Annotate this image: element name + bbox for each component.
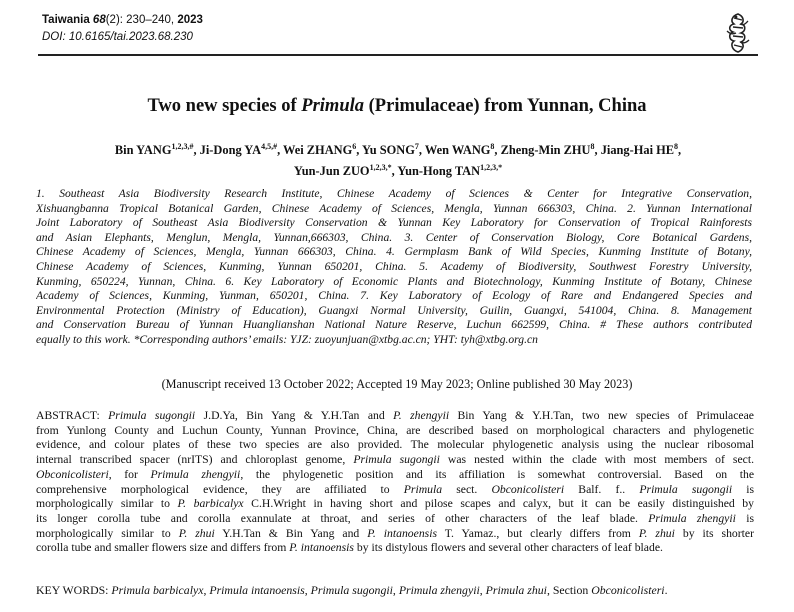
journal-issue-pages: (2): 230–240, <box>105 14 175 26</box>
author-affiliation-marks: 6 <box>352 142 357 151</box>
author-separator: , <box>356 143 362 158</box>
text-run: by its distylous flowers and several other characters of leaf blade. <box>353 541 663 555</box>
italic-taxon-name: Primula sugongii <box>639 482 733 496</box>
author-separator: , <box>494 143 501 158</box>
italic-taxon-name: Primula zhengyii <box>398 583 480 597</box>
author-separator: , <box>391 164 398 179</box>
italic-taxon-name: Primula zhui <box>485 583 547 597</box>
author-name: Yun-Jun ZUO <box>293 164 370 179</box>
italic-taxon-name: Primula sugongii <box>353 453 440 467</box>
author-name: Wen WANG <box>424 143 491 158</box>
author-affiliation-marks: 8 <box>674 142 679 151</box>
text-run: by its shorter <box>674 526 754 540</box>
text-run: corolla tube and smaller flowers size and differs from <box>36 541 290 555</box>
article-title <box>0 96 794 117</box>
text-run: sect. <box>442 482 492 496</box>
header-rule <box>38 54 758 56</box>
affiliation-line: Academy of Sciences, Kunming, Yunman, 650201, China. 7. Key Laboratory of Ecology of Rare and Endangered Species and <box>36 289 752 303</box>
text-run: is <box>735 511 754 525</box>
text-run: was nested within the clade with most members of sect. <box>439 453 754 467</box>
italic-taxon-name: P. zhengyii <box>393 409 450 422</box>
text-run: . <box>664 583 668 597</box>
author-separator: , <box>594 143 601 158</box>
author-affiliation-marks: 8 <box>590 142 595 151</box>
author-name: Ji-Dong YA <box>199 143 262 158</box>
journal-name: Taiwania <box>42 14 90 26</box>
italic-taxon-name: P. zhui <box>638 526 675 540</box>
italic-taxon-name: Primula barbicalyx <box>111 583 204 597</box>
affiliations <box>36 187 752 348</box>
text-run: internal transcribed spacer (nrITS) and chloroplast genome, <box>36 453 354 467</box>
author-affiliation-marks: 1,2,3,* <box>369 163 392 173</box>
italic-taxon-name: Obconicolisteri <box>591 583 665 597</box>
text-run: , <box>304 583 311 597</box>
abstract-line <box>36 541 754 556</box>
author-name: Jiang-Hai HE <box>600 143 675 158</box>
affiliation-line: equally to this work. *Corresponding authors’ emails: YJZ: zuoyunjuan@xtbg.ac.cn; YHT: tyh@xtbg.org.cn <box>36 332 538 346</box>
text-run: is <box>732 482 754 496</box>
italic-taxon-name: P. intanoensis <box>289 541 354 555</box>
abstract-line <box>36 409 754 424</box>
italic-taxon-name: Obconicolisteri <box>491 482 565 496</box>
text-run: evidence, and colour plates of these two species are also provided. The molecular phylogenetic analysis using the nuclear ribosomal <box>36 438 754 452</box>
author-name: Bin YANG <box>114 143 172 158</box>
affiliation-line: and Asian Elephants, Menglun, Mengla, Yunnan,666303, China. 3. Center of Conservation Biology, Core Botanical Gardens, <box>36 230 752 244</box>
author-separator: , <box>193 143 200 158</box>
affiliation-line: and Conservation Bureau of Yunnan Huanglianshan National Nature Reserve, Luchun 662599, China. # These authors contributed <box>36 318 752 332</box>
abstract-line <box>36 512 754 527</box>
italic-taxon-name: Primula sugongii <box>310 583 393 597</box>
abstract-line <box>36 497 754 512</box>
italic-taxon-name: Primula zhengyii <box>150 467 241 481</box>
text-run: Y.H.Tan & Bin Yang and <box>214 526 368 540</box>
italic-taxon-name: P. barbicalyx <box>177 497 244 511</box>
title-text-end: (Primulaceae) from Yunnan, China <box>364 96 647 116</box>
title-text-start: Two new species of <box>147 96 302 116</box>
italic-taxon-name: Primula <box>403 482 443 496</box>
abstract-line <box>36 527 754 542</box>
affiliation-line: 1. Southeast Asia Biodiversity Research Institute, Chinese Academy of Sciences & Center for Integrative Conservation, <box>36 187 752 200</box>
affiliation-line: Chinese Academy of Sciences, Mengla, Yunnan 666303, China. 4. Germplasm Bank of Wild Species, Kunming Institute of Botany, <box>36 245 752 259</box>
text-run: Bin Yang & Y.H.Tan, two new species of Primulaceae <box>449 409 754 422</box>
manuscript-dates: (Manuscript received 13 October 2022; Accepted 19 May 2023; Online published 30 May 2023) <box>161 377 633 391</box>
journal-header <box>38 12 758 58</box>
author-affiliation-marks: 8 <box>490 142 495 151</box>
doi-link[interactable]: DOI: 10.6165/tai.2023.68.230 <box>42 31 193 43</box>
author-affiliation-marks: 1,2,3,# <box>171 142 194 151</box>
text-run: morphologically similar to <box>36 526 179 540</box>
text-run: from Yunlong County and Luchun County, Yunnan Province, China, are described based on morphological characters and phylogenetic <box>36 423 754 437</box>
affiliation-line: Joint Laboratory of Southeast Asia Biodiversity Conservation & Yunnan Key Laboratory for Conservation of Tropical Rainforests <box>36 216 752 230</box>
abstract <box>36 409 754 556</box>
text-run: T. Yamaz., but clearly differs from <box>437 526 639 540</box>
text-run: J.D.Ya, Bin Yang & Y.H.Tan and <box>195 409 394 422</box>
author-name: Zheng-Min ZHU <box>500 143 591 158</box>
abstract-line <box>36 424 754 439</box>
text-run: KEY WORDS: <box>36 583 112 597</box>
text-run: , <box>392 583 399 597</box>
author-name: Wei ZHANG <box>283 143 353 158</box>
text-run: its longer corolla tube and corolla exannulate at throat, and series of other characters of the leaf blade. <box>36 511 649 525</box>
text-run: Balf. f.. <box>564 482 640 496</box>
journal-citation <box>42 14 203 26</box>
text-run: ABSTRACT: <box>36 409 109 422</box>
title-genus: Primula <box>301 96 365 116</box>
author-affiliation-marks: 7 <box>414 142 419 151</box>
author-name: Yu SONG <box>361 143 415 158</box>
keywords <box>36 583 754 598</box>
affiliation-line: Chinese Academy of Sciences, Kunming, Yunnan 650201, China. 5. Academy of Biodiversity, Southwest Forestry University, <box>36 259 752 273</box>
text-run: comprehensive morphological evidence, they are affiliated to <box>36 482 404 496</box>
author-list <box>48 138 748 180</box>
abstract-line <box>36 468 754 483</box>
author-name: Yun-Hong TAN <box>397 164 481 179</box>
text-run: , the phylogenetic position and its affiliation is somewhat controversial. Based on the <box>240 467 754 481</box>
text-run: C.H.Wright in having short and pilose scapes and calyx, but it can be easily distinguished by <box>243 497 754 511</box>
italic-taxon-name: Primula zhengyii <box>648 511 736 525</box>
abstract-line <box>36 483 754 498</box>
text-run: , <box>203 583 210 597</box>
journal-volume: 68 <box>92 14 106 26</box>
italic-taxon-name: Primula intanoensis <box>209 583 305 597</box>
author-separator: , <box>678 143 682 158</box>
italic-taxon-name: P. intanoensis <box>367 526 438 540</box>
affiliation-line: Environmental Protection (Ministry of Education), Guangxi Normal University, Guilin, Guangxi, 541004, China. 8. Management <box>36 303 752 317</box>
author-separator: , <box>418 143 425 158</box>
author-affiliation-marks: 4,5,# <box>261 142 278 151</box>
text-run: , Section <box>546 583 592 597</box>
journal-year: 2023 <box>177 14 203 26</box>
italic-taxon-name: Primula sugongii <box>108 409 196 422</box>
abstract-line <box>36 438 754 453</box>
taiwania-dragon-logo-icon <box>724 12 752 54</box>
abstract-line <box>36 453 754 468</box>
italic-taxon-name: Obconicolisteri <box>36 467 109 481</box>
author-affiliation-marks: 1,2,3,* <box>480 163 503 173</box>
text-run: , <box>479 583 486 597</box>
italic-taxon-name: P. zhui <box>178 526 215 540</box>
text-run: , for <box>108 467 151 481</box>
affiliation-line: Xishuangbanna Tropical Botanical Garden, Chinese Academy of Sciences, Mengla, Yunnan 666303, China. 2. Yunnan International <box>36 201 752 215</box>
text-run: morphologically similar to <box>36 497 178 511</box>
author-separator: , <box>277 143 284 158</box>
affiliation-line: Kunming, 650224, Yunnan, China. 6. Key Laboratory of Economic Plants and Biotechnology, Kunming Institute of Botany, Chinese <box>36 274 752 288</box>
